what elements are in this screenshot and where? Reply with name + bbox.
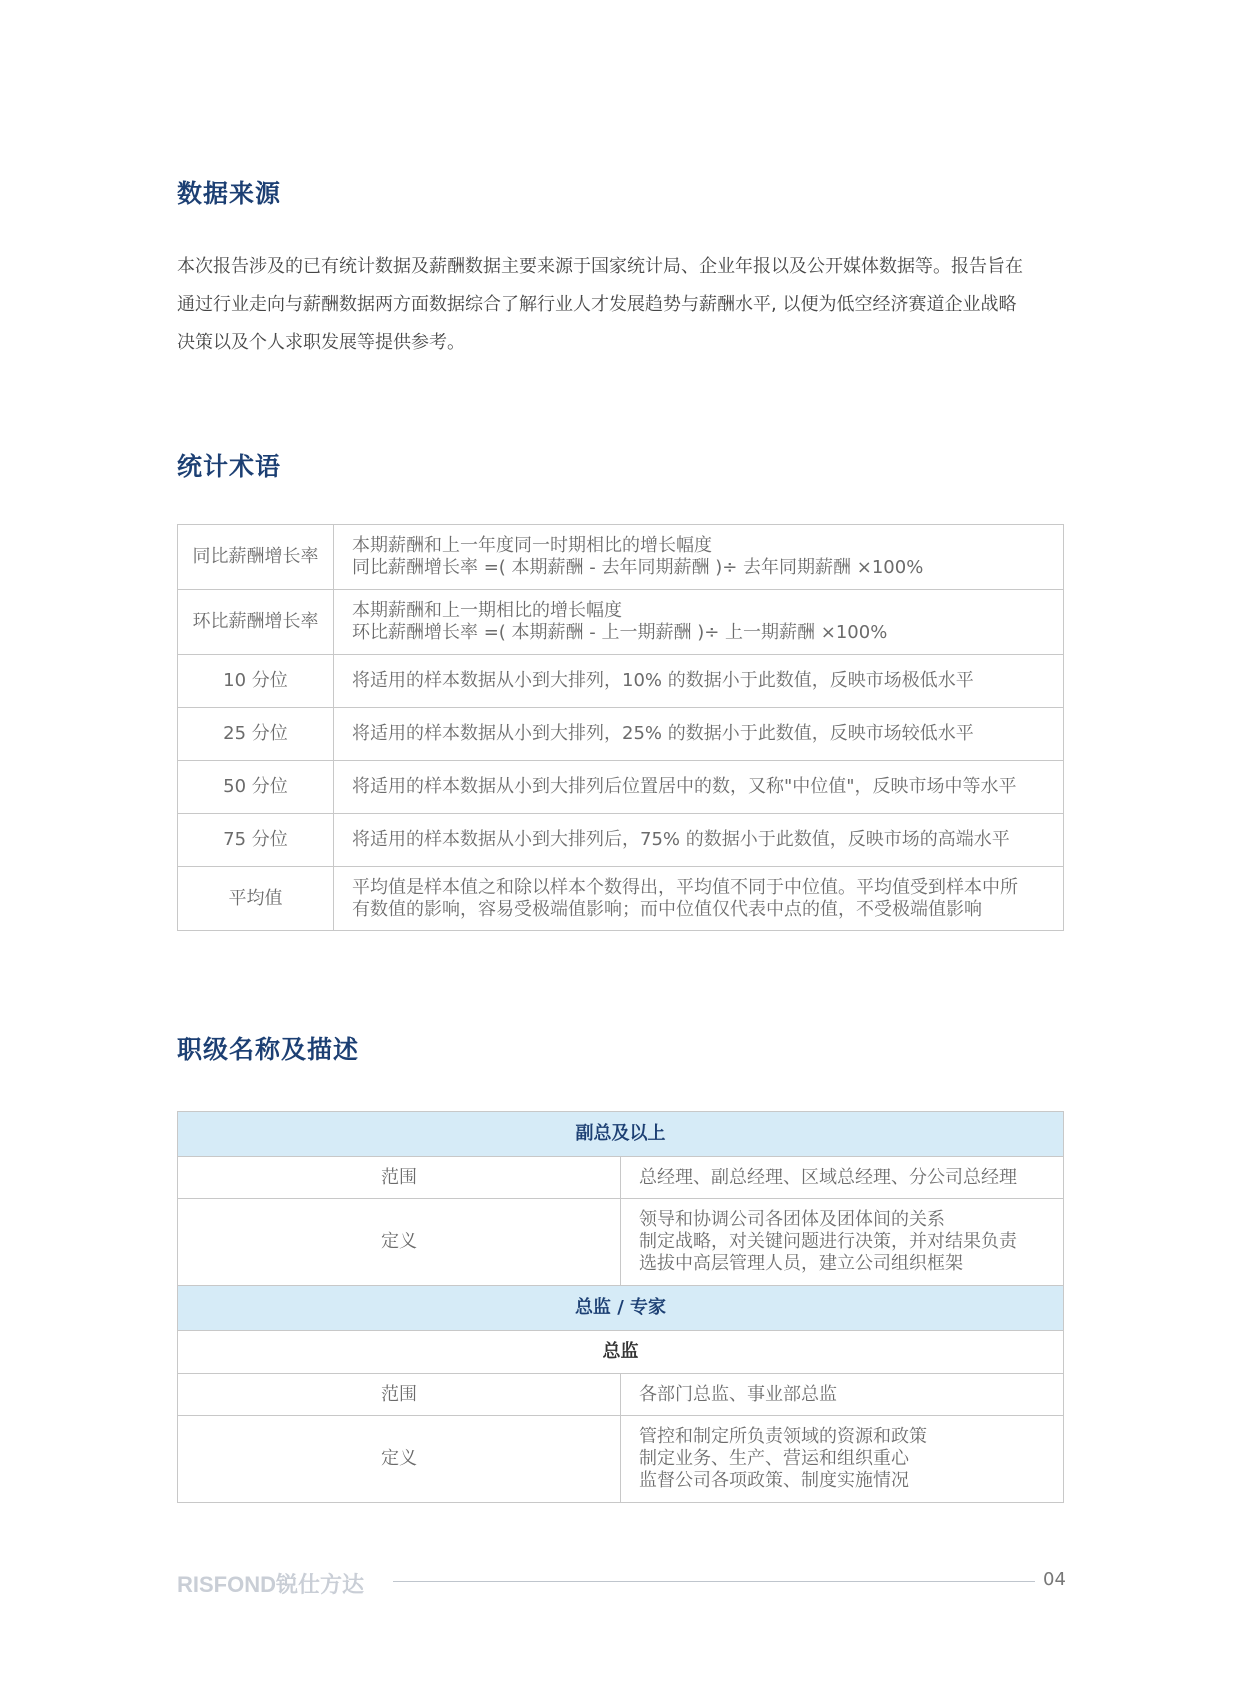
desc-line: 平均值是样本值之和除以样本个数得出，平均值不同于中位值。平均值受到样本中所: [352, 876, 1018, 898]
scope-value: 各部门总监、事业部总监: [621, 1374, 1064, 1416]
term-cell: 10 分位: [178, 655, 334, 708]
data-source-paragraph: [177, 248, 1067, 362]
stat-terms-table: [177, 524, 1064, 931]
level-group-header: [178, 1112, 1064, 1157]
table-row: [178, 867, 1064, 931]
desc-cell: [334, 525, 1064, 590]
desc-line: 将适用的样本数据从小到大排列后，75% 的数据小于此数值，反映市场的高端水平: [352, 829, 1010, 850]
definition-line: 选拔中高层管理人员，建立公司组织框架: [639, 1253, 963, 1274]
level-subgroup-title: 总监: [178, 1331, 1064, 1374]
desc-cell: [334, 867, 1064, 931]
desc-line: 环比薪酬增长率 =( 本期薪酬 - 上一期薪酬 )÷ 上一期薪酬 ×100%: [352, 622, 888, 643]
desc-line: 本期薪酬和上一期相比的增长幅度: [352, 600, 622, 621]
table-row: [178, 708, 1064, 761]
definition-cell: [621, 1416, 1064, 1503]
desc-cell: [334, 590, 1064, 655]
table-row: [178, 590, 1064, 655]
table-row: [178, 1416, 1064, 1503]
paragraph-line: 决策以及个人求职发展等提供参考。: [177, 332, 465, 353]
desc-line: 将适用的样本数据从小到大排列，10% 的数据小于此数值，反映市场极低水平: [352, 670, 974, 691]
scope-value: 总经理、副总经理、区域总经理、分公司总经理: [621, 1157, 1064, 1199]
table-row: [178, 525, 1064, 590]
desc-line: 同比薪酬增长率 =( 本期薪酬 - 去年同期薪酬 )÷ 去年同期薪酬 ×100%: [352, 557, 924, 578]
definition-label: 定义: [178, 1416, 621, 1503]
company-logo: RISFOND锐仕方达: [177, 1572, 365, 1597]
scope-label: 范围: [178, 1374, 621, 1416]
definition-line: 管控和制定所负责领域的资源和政策: [639, 1426, 927, 1447]
page-number: 04: [1043, 1569, 1066, 1590]
desc-cell: [334, 655, 1064, 708]
desc-cell: [334, 708, 1064, 761]
footer-divider: [393, 1581, 1035, 1582]
term-cell: 环比薪酬增长率: [178, 590, 334, 655]
level-group-header: [178, 1286, 1064, 1331]
term-cell: 平均值: [178, 867, 334, 931]
level-group-title: 副总及以上: [178, 1112, 1064, 1157]
table-row: [178, 1374, 1064, 1416]
table-row: [178, 1157, 1064, 1199]
term-cell: 同比薪酬增长率: [178, 525, 334, 590]
section-title-data-source: 数据来源: [177, 179, 282, 208]
desc-line: 将适用的样本数据从小到大排列后位置居中的数，又称"中位值"，反映市场中等水平: [352, 776, 1017, 797]
paragraph-line: 本次报告涉及的已有统计数据及薪酬数据主要来源于国家统计局、企业年报以及公开媒体数据等。报告旨在: [177, 256, 1023, 277]
desc-line: 有数值的影响，容易受极端值影响；而中位值仅代表中点的值，不受极端值影响: [352, 898, 982, 920]
level-group-title: 总监 / 专家: [178, 1286, 1064, 1331]
section-title-job-levels: 职级名称及描述: [177, 1035, 360, 1064]
table-row: [178, 814, 1064, 867]
definition-cell: [621, 1199, 1064, 1286]
definition-label: 定义: [178, 1199, 621, 1286]
definition-line: 制定战略，对关键问题进行决策，并对结果负责: [639, 1231, 1017, 1252]
term-cell: 50 分位: [178, 761, 334, 814]
desc-line: 将适用的样本数据从小到大排列，25% 的数据小于此数值，反映市场较低水平: [352, 723, 974, 744]
desc-cell: [334, 814, 1064, 867]
table-row: [178, 655, 1064, 708]
job-levels-table: [177, 1111, 1064, 1503]
desc-line: 本期薪酬和上一年度同一时期相比的增长幅度: [352, 535, 712, 556]
term-cell: 75 分位: [178, 814, 334, 867]
section-title-stat-terms: 统计术语: [177, 452, 282, 481]
scope-label: 范围: [178, 1157, 621, 1199]
table-row: [178, 1199, 1064, 1286]
desc-cell: [334, 761, 1064, 814]
definition-line: 领导和协调公司各团体及团体间的关系: [639, 1209, 945, 1230]
term-cell: 25 分位: [178, 708, 334, 761]
definition-line: 制定业务、生产、营运和组织重心: [639, 1448, 909, 1469]
definition-line: 监督公司各项政策、制度实施情况: [639, 1470, 909, 1491]
table-row: [178, 761, 1064, 814]
level-subgroup-header: [178, 1331, 1064, 1374]
paragraph-line: 通过行业走向与薪酬数据两方面数据综合了解行业人才发展趋势与薪酬水平, 以便为低空经济赛道企业战略: [177, 294, 1017, 315]
